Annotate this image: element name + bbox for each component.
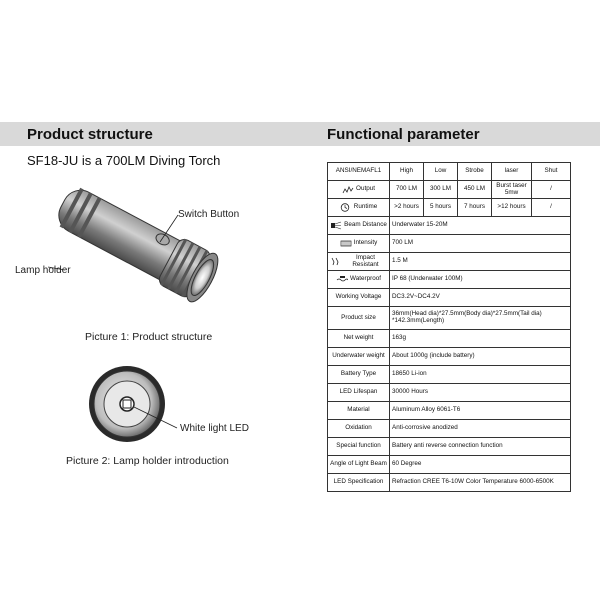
beam-angle-label: Angle of Light Beam <box>328 456 390 474</box>
functional-parameter-heading: Functional parameter <box>327 126 480 143</box>
intensity-label: Intensity <box>353 239 378 247</box>
table-row <box>328 366 571 384</box>
table-row <box>328 402 571 420</box>
runtime-high: >2 hours <box>390 199 424 217</box>
runtime-label-cell <box>328 199 390 217</box>
runtime-shut: / <box>532 199 571 217</box>
net-weight-value: 163g <box>390 330 571 348</box>
table-row <box>328 253 571 271</box>
output-low: 300 LM <box>424 181 458 199</box>
beam-distance-label: Beam Distance <box>344 221 387 229</box>
low-header: Low <box>424 163 458 181</box>
output-label-cell <box>328 181 390 199</box>
output-row <box>328 181 571 199</box>
waterproof-icon <box>336 275 348 284</box>
underwater-weight-value: About 1000g (include battery) <box>390 348 571 366</box>
output-laser: Burst taser 5mw <box>492 181 532 199</box>
led-spec-value: Refraction CREE T6-10W Color Temperature 6000-6500K <box>390 474 571 492</box>
table-row <box>328 235 571 253</box>
waterproof-value: IP 68 (Underwater 100M) <box>390 271 571 289</box>
impact-value: 1.5 M <box>390 253 571 271</box>
beam-icon <box>330 221 342 230</box>
functional-parameter-table <box>327 162 571 492</box>
runtime-low: 5 hours <box>424 199 458 217</box>
output-label: Output <box>356 185 375 193</box>
table-row <box>328 217 571 235</box>
output-high: 700 LM <box>390 181 424 199</box>
switch-button-callout: Switch Button <box>178 209 240 220</box>
output-icon <box>342 185 354 194</box>
impact-icon <box>330 257 342 266</box>
working-voltage-value: DC3.2V~DC4.2V <box>390 289 571 307</box>
table-row <box>328 474 571 492</box>
intensity-label-cell <box>328 235 390 253</box>
beam-distance-value: Underwater 15-20M <box>390 217 571 235</box>
table-row <box>328 307 571 330</box>
picture-1-caption: Picture 1: Product structure <box>85 331 213 343</box>
table-header-row <box>328 163 571 181</box>
lamp-holder-callout: Lamp holder <box>15 265 71 276</box>
runtime-strobe: 7 hours <box>458 199 492 217</box>
table-row <box>328 271 571 289</box>
runtime-laser: >12 hours <box>492 199 532 217</box>
lamp-holder-illustration <box>85 362 255 452</box>
runtime-label: Runtime <box>353 203 378 211</box>
led-spec-label: LED Specification <box>328 474 390 492</box>
clock-icon <box>340 203 352 212</box>
product-size-label: Product size <box>328 307 390 330</box>
working-voltage-label: Working Voltage <box>328 289 390 307</box>
material-label: Material <box>328 402 390 420</box>
standard-header: ANSI/NEMAFL1 <box>328 163 390 181</box>
output-strobe: 450 LM <box>458 181 492 199</box>
waterproof-label: Waterproof <box>350 275 381 283</box>
product-subtitle: SF18-JU is a 700LM Diving Torch <box>27 153 221 168</box>
oxidation-label: Oxidation <box>328 420 390 438</box>
table-row <box>328 348 571 366</box>
table-row <box>328 384 571 402</box>
oxidation-value: Anti-corrosive anodized <box>390 420 571 438</box>
strobe-header: Strobe <box>458 163 492 181</box>
shut-header: Shut <box>532 163 571 181</box>
table-row <box>328 456 571 474</box>
table-row <box>328 420 571 438</box>
led-lifespan-label: LED Lifespan <box>328 384 390 402</box>
output-shut: / <box>532 181 571 199</box>
product-size-value: 36mm(Head dia)*27.5mm(Body dia)*27.5mm(Tail dia) *142.3mm(Length) <box>390 307 571 330</box>
special-function-label: Special function <box>328 438 390 456</box>
waterproof-label-cell <box>328 271 390 289</box>
white-light-led-callout: White light LED <box>180 423 249 434</box>
impact-label-cell <box>328 253 390 271</box>
runtime-row <box>328 199 571 217</box>
high-header: High <box>390 163 424 181</box>
table-row <box>328 438 571 456</box>
table-row <box>328 289 571 307</box>
beam-angle-value: 60 Degree <box>390 456 571 474</box>
picture-2-caption: Picture 2: Lamp holder introduction <box>66 455 229 467</box>
battery-type-value: 18650 Li-ion <box>390 366 571 384</box>
material-value: Aluminum Alloy 6061-T6 <box>390 402 571 420</box>
torch-illustration <box>40 185 280 330</box>
impact-label: Impact Resistant <box>352 253 379 268</box>
underwater-weight-label: Underwater weight <box>328 348 390 366</box>
battery-type-label: Battery Type <box>328 366 390 384</box>
net-weight-label: Net weight <box>328 330 390 348</box>
led-lifespan-value: 30000 Hours <box>390 384 571 402</box>
special-function-value: Battery anti reverse connection function <box>390 438 571 456</box>
product-structure-heading: Product structure <box>27 126 153 143</box>
beam-distance-label-cell <box>328 217 390 235</box>
intensity-icon <box>340 239 352 248</box>
laser-header: laser <box>492 163 532 181</box>
table-row <box>328 330 571 348</box>
intensity-value: 700 LM <box>390 235 571 253</box>
